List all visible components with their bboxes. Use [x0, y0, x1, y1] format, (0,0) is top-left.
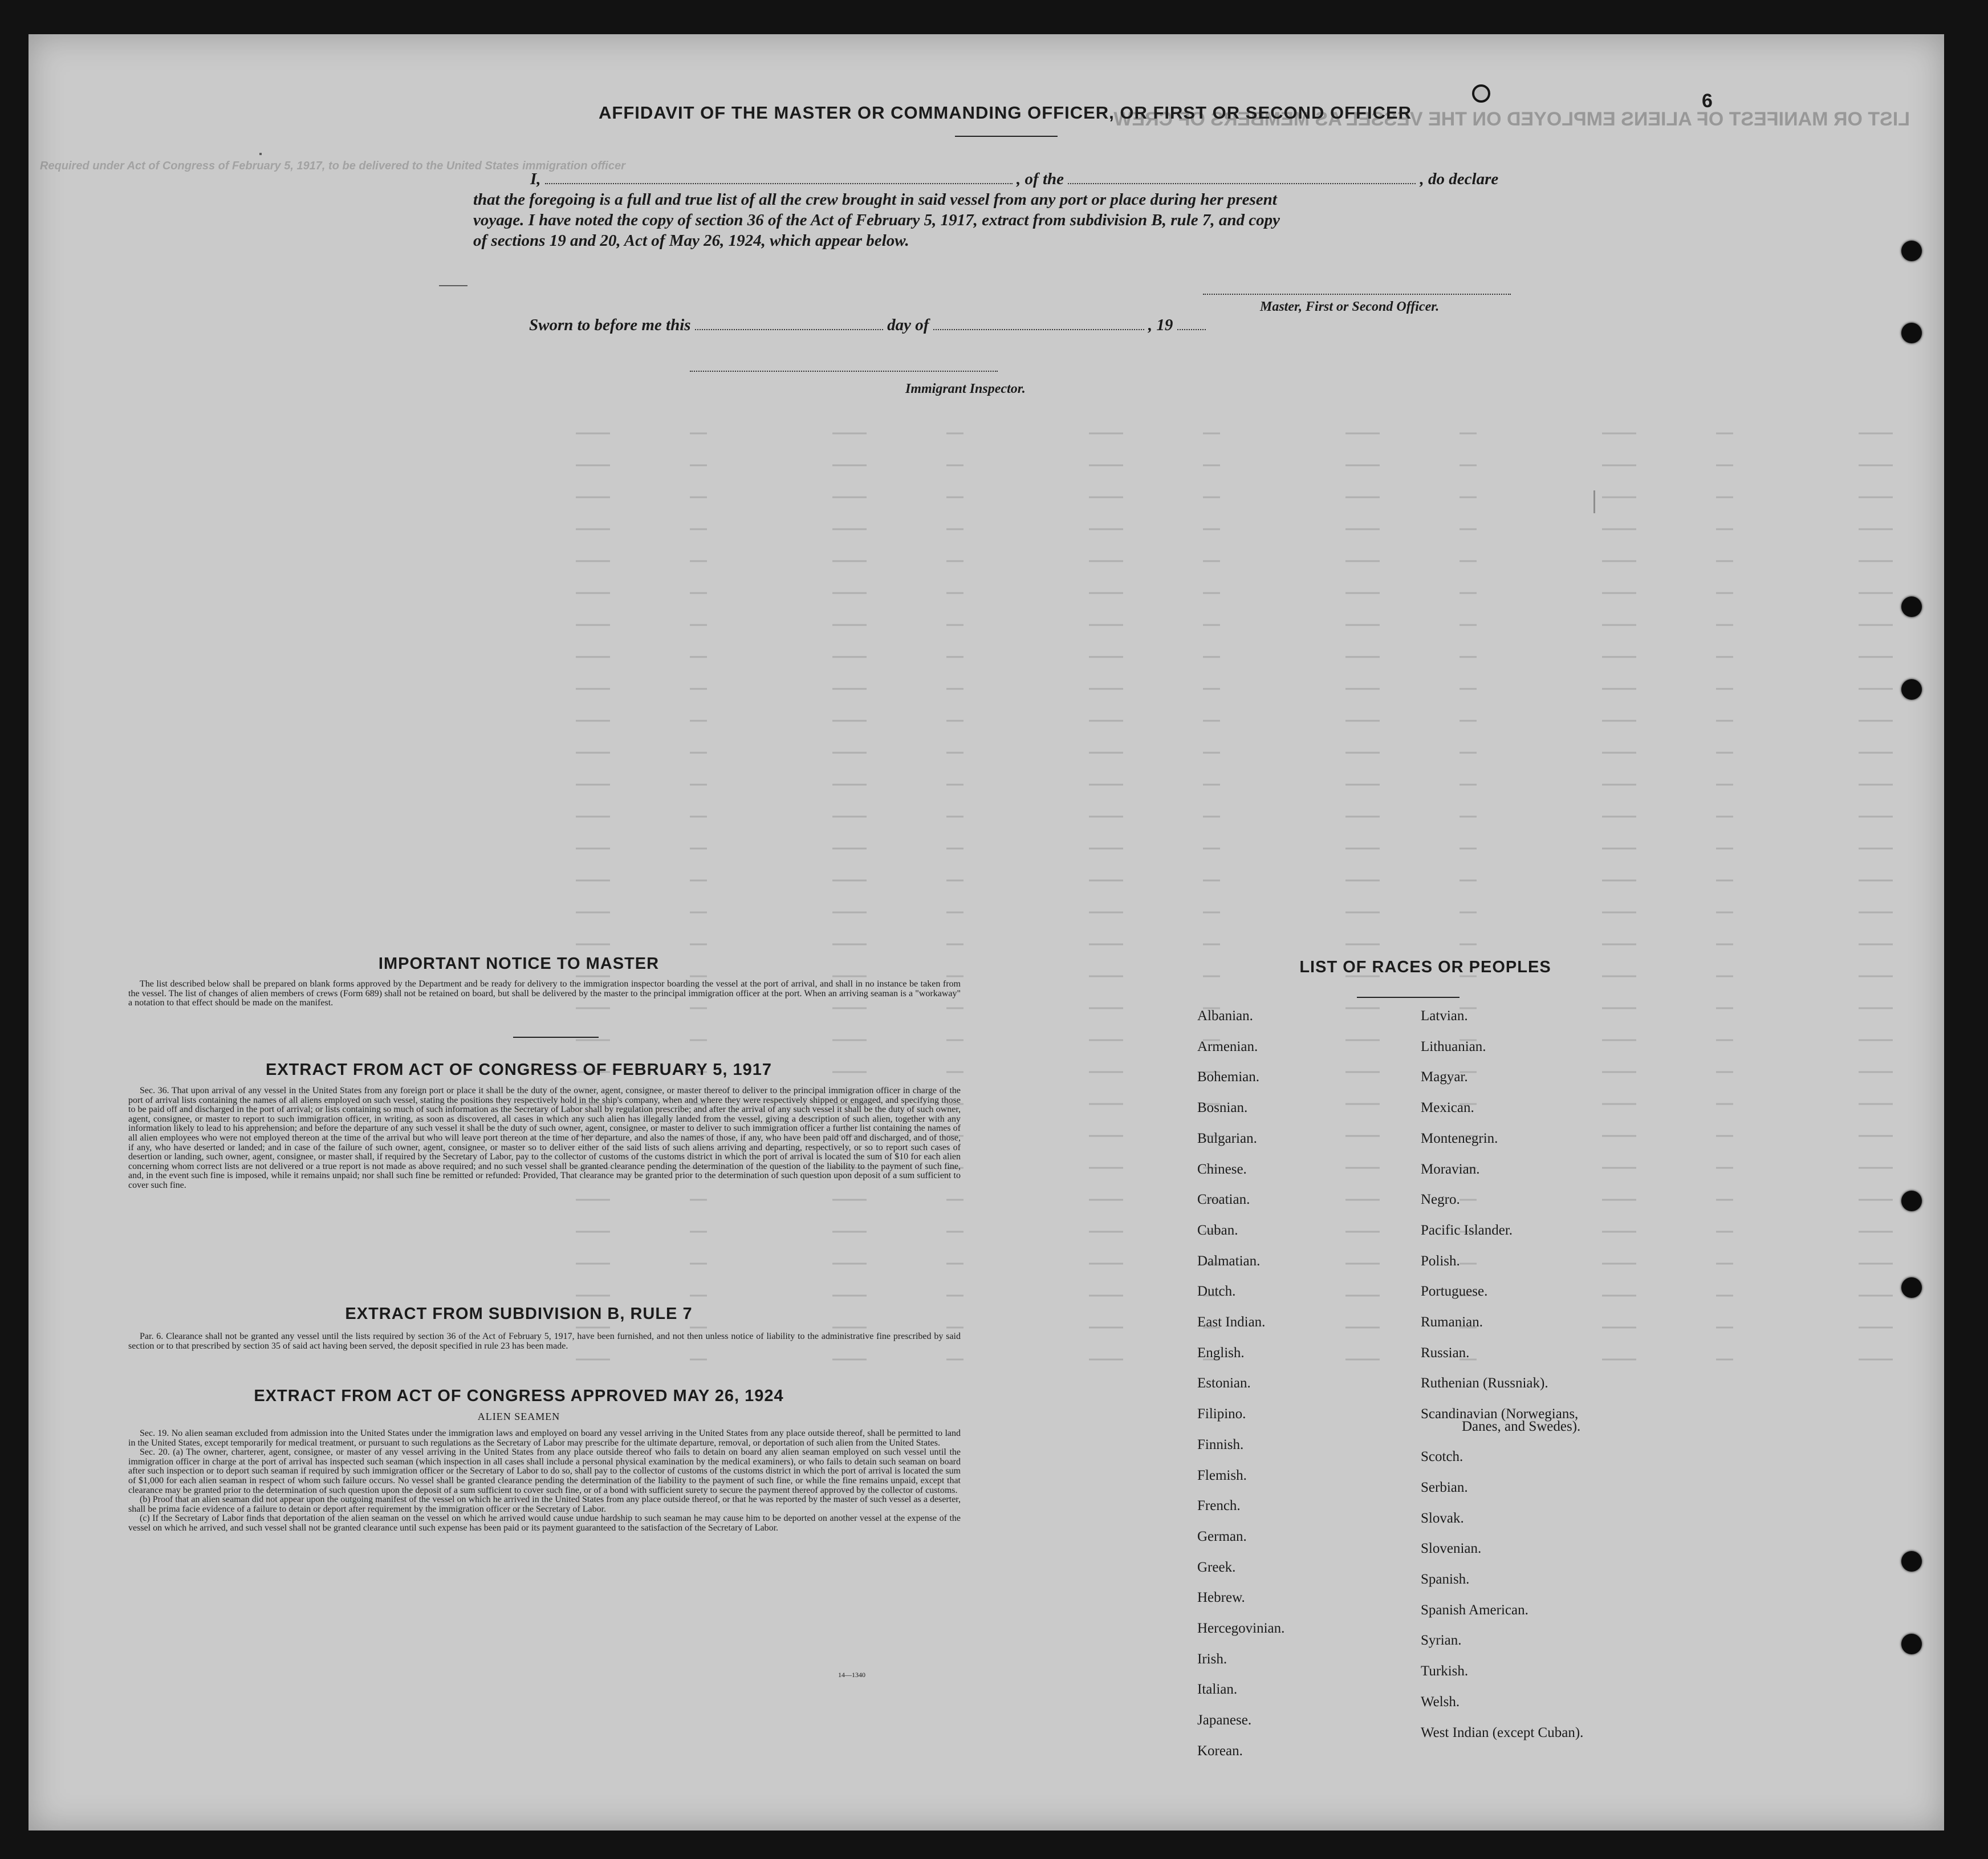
- master-signature-line[interactable]: [1203, 294, 1511, 295]
- race-item: Syrian.: [1421, 1633, 1462, 1649]
- race-item: Armenian.: [1197, 1038, 1258, 1054]
- extract-rule7-title: EXTRACT FROM SUBDIVISION B, RULE 7: [345, 1305, 693, 1323]
- notice-title: IMPORTANT NOTICE TO MASTER: [378, 955, 660, 973]
- extract-1924-title: EXTRACT FROM ACT OF CONGRESS APPROVED MAY 26, 1924: [254, 1387, 784, 1405]
- sworn-day-field[interactable]: [695, 316, 883, 330]
- bleed-through-header: LIST OR MANIFEST OF ALIENS EMPLOYED ON THE VESSEL AS MEMBERS OF CREW: [1113, 108, 1910, 130]
- punch-hole: [1901, 1634, 1922, 1654]
- name-field[interactable]: [545, 171, 1013, 184]
- sworn-year-field[interactable]: [1177, 316, 1206, 330]
- race-item: Croatian.: [1197, 1192, 1250, 1208]
- sworn-day-of: day of: [887, 316, 929, 334]
- race-item: Bulgarian.: [1197, 1130, 1257, 1146]
- race-item: Slovak.: [1421, 1510, 1464, 1526]
- extract-rule7-body: [128, 1332, 961, 1351]
- ink-mark: [439, 285, 467, 286]
- document-page: [29, 34, 1944, 1830]
- affidavit-line4: of sections 19 and 20, Act of May 26, 1924, which appear below.: [473, 232, 909, 250]
- race-item: Filipino.: [1197, 1406, 1246, 1422]
- race-item: Dalmatian.: [1197, 1253, 1261, 1269]
- races-title-rule: [1357, 997, 1460, 998]
- extract-1924-subtitle: ALIEN SEAMEN: [477, 1411, 560, 1422]
- extract-1917-body: [128, 1086, 961, 1191]
- extract-1924-sec19: Sec. 19. No alien seaman excluded from admission into the United States under the immigration laws and employed on board any vessel arriving in the United States from any place outside thereof, shall be permitted to land in the United States, except temporarily for medical treatment, or pursuant to such regulations as the Secretary of Labor may prescribe for the ultimate departure, removal, or deportation of such alien from the United States.: [128, 1428, 961, 1448]
- master-signature-caption: Master, First or Second Officer.: [1260, 299, 1440, 314]
- affidavit-declare: , do declare: [1420, 170, 1499, 188]
- race-item: Spanish American.: [1421, 1602, 1528, 1618]
- race-item: Spanish.: [1421, 1572, 1470, 1588]
- race-item: Negro.: [1421, 1192, 1460, 1208]
- sworn-year: , 19: [1148, 316, 1173, 334]
- bleed-through-grid: [29, 34, 1944, 1830]
- race-item: Chinese.: [1197, 1161, 1247, 1177]
- race-item: Hercegovinian.: [1197, 1621, 1285, 1636]
- race-item: Irish.: [1197, 1651, 1227, 1667]
- race-item: East Indian.: [1197, 1314, 1266, 1330]
- race-item: Japanese.: [1197, 1712, 1252, 1728]
- race-item: Pacific Islander.: [1421, 1222, 1513, 1238]
- race-item: Scandinavian (Norwegians,: [1421, 1406, 1579, 1422]
- vessel-field[interactable]: [1068, 171, 1416, 184]
- sworn-month-field[interactable]: [933, 316, 1144, 330]
- binding-hole: [1472, 84, 1490, 103]
- affidavit-of-the: , of the: [1017, 170, 1064, 188]
- race-item: Cuban.: [1197, 1222, 1238, 1238]
- bleed-through-subheader: Required under Act of Congress of February 5, 1917, to be delivered to the United States immigration officer: [40, 160, 625, 172]
- extract-1924-sec20b: (b) Proof that an alien seaman did not appear upon the outgoing manifest of the vessel on which he arrived in the United States from any place outside thereof, or that he was reported by the master of such vessel as a deserter, shall be prima facie evidence of a failure to detain or deport after requirement by the immigration officer or the Secretary of Labor.: [128, 1495, 961, 1514]
- race-item: Lithuanian.: [1421, 1038, 1486, 1054]
- punch-hole: [1901, 596, 1922, 617]
- race-item: Serbian.: [1421, 1479, 1468, 1495]
- extract-1917-title: EXTRACT FROM ACT OF CONGRESS OF FEBRUARY 5, 1917: [265, 1061, 773, 1079]
- race-item: Dutch.: [1197, 1284, 1236, 1300]
- inspector-signature-line[interactable]: [690, 371, 998, 372]
- punch-hole: [1901, 1277, 1922, 1298]
- sworn-prefix: Sworn to before me this: [529, 316, 691, 334]
- race-item: Welsh.: [1421, 1694, 1460, 1710]
- race-item: Mexican.: [1421, 1100, 1474, 1116]
- affidavit-i: I,: [530, 170, 541, 188]
- race-item: Bohemian.: [1197, 1069, 1260, 1085]
- extract-1924-sec20c: (c) If the Secretary of Labor finds that deportation of the alien seaman on the vessel on which he arrived would cause undue hardship to such seaman he may cause him to be deported on another vessel at the expense of the vessel on which he arrived, and such vessel shall not be granted clearance until such expense has been paid or its payment guaranteed to the satisfaction of the Secretary of Labor.: [128, 1513, 961, 1533]
- affidavit-line3: voyage. I have noted the copy of section 36 of the Act of February 5, 1917, extract from subdivision B, rule 7, and copy: [473, 211, 1280, 229]
- race-item: Rumanian.: [1421, 1314, 1483, 1330]
- race-item: Polish.: [1421, 1253, 1460, 1269]
- race-item: West Indian (except Cuban).: [1421, 1724, 1584, 1740]
- race-item: Montenegrin.: [1421, 1130, 1498, 1146]
- race-item: Magyar.: [1421, 1069, 1468, 1085]
- race-item: Latvian.: [1421, 1008, 1468, 1024]
- race-item: Finnish.: [1197, 1436, 1244, 1452]
- race-item: Russian.: [1421, 1345, 1470, 1361]
- races-title: LIST OF RACES OR PEOPLES: [1299, 958, 1551, 976]
- form-number: 14—1340: [838, 1671, 865, 1679]
- affidavit-line2: that the foregoing is a full and true list of all the crew brought in said vessel from any port or place during her present: [473, 190, 1277, 209]
- race-item: Slovenian.: [1421, 1541, 1482, 1557]
- race-item: Korean.: [1197, 1743, 1243, 1759]
- ink-mark: [259, 153, 262, 155]
- race-item: German.: [1197, 1528, 1247, 1544]
- affidavit-line1: [530, 169, 1585, 189]
- race-item: Hebrew.: [1197, 1590, 1245, 1606]
- punch-hole: [1901, 241, 1922, 261]
- race-item: Ruthenian (Russniak).: [1421, 1375, 1548, 1391]
- race-item: Scotch.: [1421, 1449, 1463, 1465]
- extract-rule7-text: Par. 6. Clearance shall not be granted any vessel until the lists required by section 36 of the Act of February 5, 1917, have been furnished, and not then unless notice of liability to the administrative fine prescribed by said section or to that prescribed by section 35 of said act having been served, the deposit specified in rule 23 has been made.: [128, 1332, 961, 1351]
- notice-rule: [513, 1037, 599, 1038]
- affidavit-title-rule: [955, 136, 1058, 137]
- affidavit-title: AFFIDAVIT OF THE MASTER OR COMMANDING OFFICER, OR FIRST OR SECOND OFFICER: [599, 103, 1412, 123]
- extract-1917-text: Sec. 36. That upon arrival of any vessel in the United States from any foreign port or place it shall be the duty of the owner, agent, consignee, or master thereof to deliver to the principal immigration officer in charge of the port of arrival lists containing the names of all aliens employed on such vessel, stating the positions they respectively hold in the ship's company, when and where they were respectively shipped or engaged, and specifying those to be paid off and discharged in the port of arrival; or lists containing so much of such information as the Secretary of Labor shall by regulation prescribe; and after the arrival of any such vessel it shall be the duty of such owner, agent, consignee, or master to report to such immigration officer, in writing, as soon as discovered, all cases in which any such alien has illegally landed from the vessel, giving a description of such alien, together with any information likely to lead to his apprehension; and before the departure of any such vessel it shall be the duty of such owner, agent, consignee, or master to deliver to such immigration officer a further list containing the names of all alien employees who were not employed thereon at the time of the arrival but who will leave port thereon at the time of her departure, and also the names of those, if any, who have been paid off and discharged, and of those, if any, who have deserted or landed; and in case of the failure of such owner, agent, consignee, or master so to deliver either of the said lists of such aliens arriving and departing, respectively, or so to report such cases of desertion or landing, such owner, agent, consignee, or master shall, if required by the Secretary of Labor, pay to the collector of customs of the customs district in which the port of arrival is located the sum of $10 for each alien concerning whom correct lists are not delivered or a true report is not made as above required; and no such vessel shall be granted clearance pending the determination of the question of the liability to the payment of such fine, and, in the event such fine is imposed, while it remains unpaid; nor shall such fine be remitted or refunded: Provided, That clearance may be granted prior to the determination of such question upon deposit of a sum sufficient to cover such fine.: [128, 1086, 961, 1190]
- race-item: Flemish.: [1197, 1467, 1247, 1483]
- race-item: Albanian.: [1197, 1008, 1253, 1024]
- punch-hole: [1901, 1191, 1922, 1211]
- race-item: Bosnian.: [1197, 1100, 1248, 1116]
- sworn-line: [529, 315, 1206, 335]
- punch-hole: [1901, 1551, 1922, 1572]
- race-item: Portuguese.: [1421, 1284, 1488, 1300]
- inspector-caption: Immigrant Inspector.: [905, 381, 1026, 396]
- race-item: French.: [1197, 1498, 1241, 1514]
- race-item: Danes, and Swedes).: [1462, 1418, 1581, 1434]
- punch-hole: [1901, 323, 1922, 343]
- extract-1924-sec20a: Sec. 20. (a) The owner, charterer, agent, consignee, or master of any vessel arriving in the United States from any place outside thereof who fails to detain on board any alien seaman employed on such vessel until the immigration officer in charge at the port of arrival has inspected such seaman (which inspection in all cases shall include a personal physical examination by the medical examiners), or who fails to detain such seaman on board after such inspection or to deport such seaman if required by such immigration officer or the Secretary of Labor to do so, shall pay to the collector of customs of the customs district in which the port of arrival is located the sum of $1,000 for each alien seaman in respect of whom such failure occurs. No vessel shall be granted clearance pending the determination of the liability to the payment of such fine, or while the fine remains unpaid, except that clearance may be granted prior to the determination of such question upon the deposit of a sum sufficient to cover such fine, or of a bond with sufficient surety to secure the payment thereof approved by the collector of customs.: [128, 1447, 961, 1495]
- page-mark: 6: [1702, 90, 1713, 112]
- race-item: Turkish.: [1421, 1663, 1469, 1679]
- race-item: Italian.: [1197, 1682, 1238, 1698]
- race-item: Moravian.: [1421, 1161, 1480, 1177]
- race-item: English.: [1197, 1345, 1245, 1361]
- punch-hole: [1901, 679, 1922, 700]
- race-item: Estonian.: [1197, 1375, 1251, 1391]
- notice-body: [128, 980, 961, 1008]
- ink-mark: [1593, 490, 1595, 513]
- race-item: Greek.: [1197, 1559, 1236, 1575]
- notice-text: The list described below shall be prepared on blank forms approved by the Department and be ready for delivery to the immigration inspector boarding the vessel at the port of arrival, and shall in no instance be taken from the vessel. The list of changes of alien members of crews (Form 689) shall not be retained on board, but shall be delivered by the master to the principal immigration officer at the port. When an arriving seaman is a "workaway" a notation to that effect should be made on the manifest.: [128, 979, 961, 1008]
- extract-1924-body: [128, 1429, 961, 1533]
